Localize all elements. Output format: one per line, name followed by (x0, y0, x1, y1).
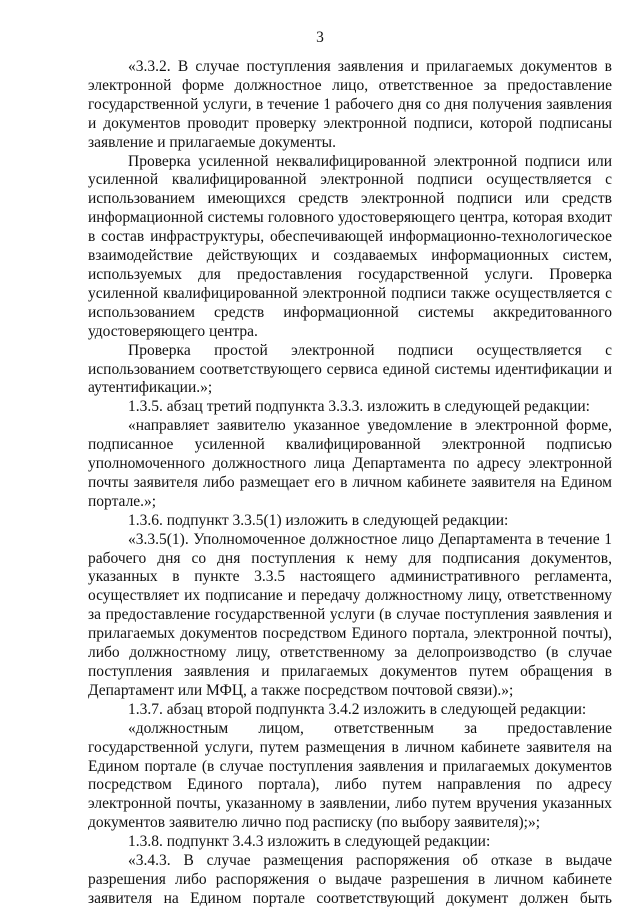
paragraph-1-3-7-text: «должностным лицом, ответственным за предоставление государственной услуги, путем размещения в личном кабинете заявителя на Едином портале (в случае поступления заявления и прилагаемых документов посредством Единого портала), либо путем направления по адресу электронной почты, указанному в заявлении, либо путем вручения указанных документов заявителю лично под расписку (по выбору заявителя);»; (88, 719, 612, 832)
page-number: 3 (316, 29, 324, 46)
paragraph-1-3-7-heading: 1.3.7. абзац второй подпункта 3.4.2 изложить в следующей редакции: (128, 700, 587, 718)
paragraph-enhanced-signature-check: Проверка усиленной неквалифицированной электронной подписи или усиленной квалифицированной электронной подписи осуществляется с использованием имеющихся средств электронной подписи или средств информационной системы головного удостоверяющего центра, которая входит в состав инфраструктуры, обеспечивающей информационно-технологическое взаимодействие действующих и создаваемых информационных систем, используемых для предоставления государственной услуги. Проверка усиленной квалифицированной электронной подписи также осуществляется с использованием средств информационной системы аккредитованного удостоверяющего центра. (88, 152, 612, 340)
paragraph-3-4-3-text: «3.4.3. В случае размещения распоряжения об отказе в выдаче разрешения либо распоряжения о выдаче разрешения в личном кабинете заявителя на Едином портале соответствующий документ должен быть (88, 852, 612, 907)
paragraph-simple-signature-check: Проверка простой электронной подписи осуществляется с использованием соответствующего сервиса единой системы идентификации и аутентификации.»; (88, 341, 612, 397)
paragraph-1-3-5-text: «направляет заявителю указанное уведомление в электронной форме, подписанное усиленной квалифицированной электронной подписью уполномоченного должностного лица Департамента по адресу электронной почты заявителя либо размещает его в личном кабинете заявителя на Едином портале.»; (88, 417, 612, 510)
paragraph-1-3-5-heading: 1.3.5. абзац третий подпункта 3.3.3. изложить в следующей редакции: (128, 398, 590, 416)
paragraph-1-3-6-heading: 1.3.6. подпункт 3.3.5(1) изложить в следующей редакции: (128, 511, 509, 529)
paragraph-3-3-2: «3.3.2. В случае поступления заявления и прилагаемых документов в электронной форме должностное лицо, ответственное за предоставление государственной услуги, в течение 1 рабочего дня со дня получения заявления и документов проводит проверку электронной подписи, которой подписаны заявление и прилагаемые документы. (88, 58, 612, 151)
paragraph-1-3-8-heading: 1.3.8. подпункт 3.4.3 изложить в следующей редакции: (128, 833, 491, 851)
document-body (88, 58, 612, 909)
paragraph-3-3-5-1-text: «3.3.5(1). Уполномоченное должностное лицо Департамента в течение 1 рабочего дня со дня поступления к нему для подписания документов, указанных в пункте 3.3.5 настоящего административного регламента, осуществляет их подписание и передачу должностному лицу, ответственному за предоставление государственной услуги (в случае поступления заявления и прилагаемых документов посредством Единого портала, электронной почты), либо должностному лицу, ответственному за делопроизводство (в случае поступления заявления и прилагаемых документов путем обращения в Департамент или МФЦ, а также посредством почтовой связи).»; (88, 530, 612, 699)
